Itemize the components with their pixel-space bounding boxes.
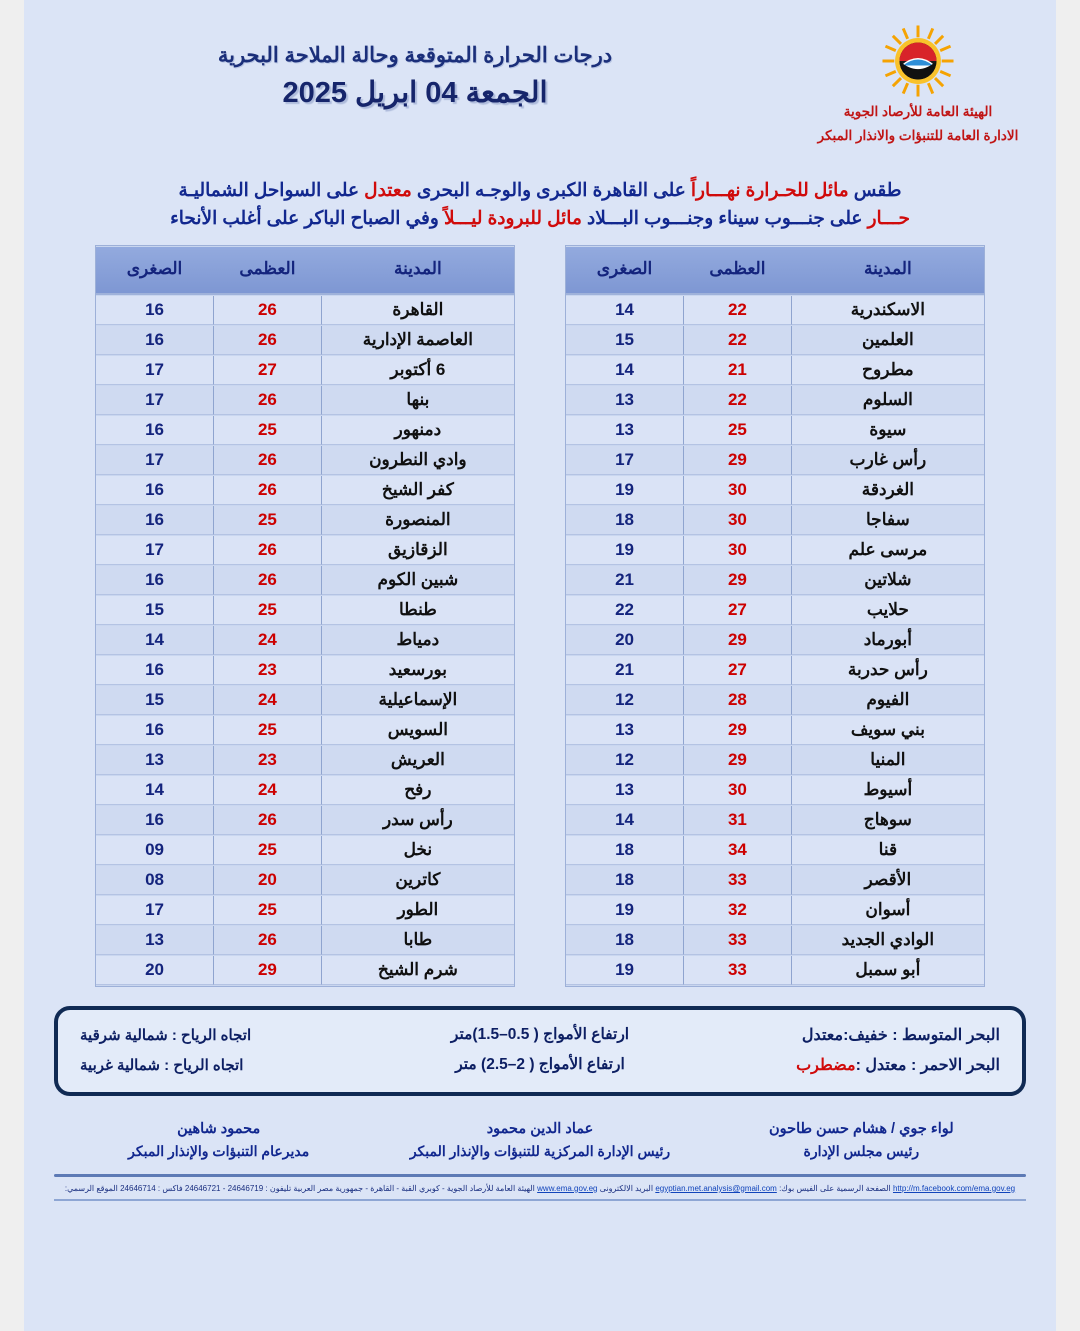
cell-city: مرسى علم bbox=[792, 536, 984, 565]
cell-city: الزقازيق bbox=[322, 536, 514, 565]
cell-min-temp: 16 bbox=[96, 656, 213, 685]
signatory-name: محمود شاهين bbox=[177, 1120, 261, 1137]
cell-city: سفاجا bbox=[792, 506, 984, 535]
red-sea-state-normal: معتدل : bbox=[855, 1056, 907, 1074]
cell-min-temp: 12 bbox=[566, 746, 683, 775]
table-row bbox=[96, 446, 514, 475]
table-row bbox=[96, 746, 514, 775]
table-header-row bbox=[96, 247, 514, 295]
red-sea-row bbox=[76, 1050, 1004, 1080]
table-row bbox=[566, 956, 984, 985]
signatory-name: لواء جوي / هشام حسن طاحون bbox=[768, 1120, 954, 1137]
table-row bbox=[566, 926, 984, 955]
cell-max-temp: 22 bbox=[683, 386, 792, 415]
cell-city: المنصورة bbox=[322, 506, 514, 535]
footer-facebook-label: الصفحة الرسمية على الفيس بوك: bbox=[779, 1183, 891, 1193]
organization-block bbox=[798, 24, 1038, 145]
cell-city: شبين الكوم bbox=[322, 566, 514, 595]
table-row bbox=[566, 326, 984, 355]
cell-max-temp: 29 bbox=[683, 746, 792, 775]
temperature-table-left bbox=[566, 246, 984, 986]
cell-max-temp: 27 bbox=[213, 356, 322, 385]
table-row bbox=[566, 536, 984, 565]
cell-min-temp: 16 bbox=[96, 506, 213, 535]
cell-max-temp: 26 bbox=[213, 296, 322, 325]
cell-max-temp: 26 bbox=[213, 536, 322, 565]
table-row bbox=[566, 656, 984, 685]
cell-city: الغردقة bbox=[792, 476, 984, 505]
cell-min-temp: 15 bbox=[96, 596, 213, 625]
cell-max-temp: 33 bbox=[683, 956, 792, 985]
cell-min-temp: 14 bbox=[566, 296, 683, 325]
cell-max-temp: 23 bbox=[213, 656, 322, 685]
table-row bbox=[96, 956, 514, 985]
cell-city: الطور bbox=[322, 896, 514, 925]
column-header-city: المدينة bbox=[322, 247, 514, 295]
org-department: الادارة العامة للتنبؤات والانذار المبكر bbox=[817, 127, 1019, 143]
cell-min-temp: 13 bbox=[566, 776, 683, 805]
cell-min-temp: 21 bbox=[566, 656, 683, 685]
cell-max-temp: 24 bbox=[213, 776, 322, 805]
cell-min-temp: 16 bbox=[96, 476, 213, 505]
cell-max-temp: 25 bbox=[213, 716, 322, 745]
table-row bbox=[96, 776, 514, 805]
cell-max-temp: 27 bbox=[683, 656, 792, 685]
cell-city: شلاتين bbox=[792, 566, 984, 595]
cell-max-temp: 29 bbox=[213, 956, 322, 985]
table-row bbox=[96, 806, 514, 835]
cell-city: سوهاج bbox=[792, 806, 984, 835]
cell-min-temp: 15 bbox=[566, 326, 683, 355]
cell-max-temp: 29 bbox=[683, 626, 792, 655]
table-row bbox=[96, 476, 514, 505]
cell-max-temp: 25 bbox=[213, 596, 322, 625]
cell-city: 6 أكتوبر bbox=[322, 356, 514, 385]
table-row bbox=[96, 656, 514, 685]
table-row bbox=[96, 356, 514, 385]
cell-min-temp: 18 bbox=[566, 836, 683, 865]
weather-bulletin-page bbox=[24, 0, 1056, 1331]
table-row bbox=[566, 686, 984, 715]
table-row bbox=[96, 326, 514, 355]
cell-min-temp: 18 bbox=[566, 506, 683, 535]
cell-city: دمياط bbox=[322, 626, 514, 655]
cell-city: رأس غارب bbox=[792, 446, 984, 475]
divider-thick bbox=[54, 1174, 1026, 1177]
table-row bbox=[566, 416, 984, 445]
cell-min-temp: 17 bbox=[96, 536, 213, 565]
temperature-table-right bbox=[96, 246, 514, 986]
red-sea-state-rough: مضطرب bbox=[796, 1056, 856, 1074]
table-row bbox=[566, 626, 984, 655]
marine-conditions-box bbox=[54, 1006, 1026, 1096]
cell-city: كاترين bbox=[322, 866, 514, 895]
cell-min-temp: 13 bbox=[566, 716, 683, 745]
cell-max-temp: 23 bbox=[213, 746, 322, 775]
cell-min-temp: 14 bbox=[96, 776, 213, 805]
cell-max-temp: 22 bbox=[683, 326, 792, 355]
column-header-max: العظمى bbox=[213, 247, 322, 295]
mediterranean-name: البحر المتوسط : bbox=[892, 1026, 1000, 1044]
signatory-title: رئيس مجلس الإدارة bbox=[803, 1142, 920, 1159]
cell-city: السويس bbox=[322, 716, 514, 745]
cell-max-temp: 25 bbox=[683, 416, 792, 445]
headline-seg-2: مائل للحـرارة نهـــاراً bbox=[690, 179, 849, 200]
cell-city: الأقصر bbox=[792, 866, 984, 895]
cell-city: الإسماعيلية bbox=[322, 686, 514, 715]
headline-seg-3: على القاهرة الكبرى والوجـه البحرى bbox=[411, 179, 691, 200]
page-header bbox=[24, 0, 1056, 170]
cell-city: أبورماد bbox=[792, 626, 984, 655]
table-row bbox=[96, 926, 514, 955]
cell-max-temp: 30 bbox=[683, 776, 792, 805]
cell-min-temp: 14 bbox=[96, 626, 213, 655]
page-title: درجات الحرارة المتوقعة وحالة الملاحة البحرية bbox=[217, 44, 613, 67]
cell-city: بني سويف bbox=[792, 716, 984, 745]
cell-max-temp: 33 bbox=[683, 866, 792, 895]
cell-max-temp: 24 bbox=[213, 686, 322, 715]
mediterranean-row bbox=[76, 1020, 1004, 1050]
table-row bbox=[566, 596, 984, 625]
cell-max-temp: 26 bbox=[213, 926, 322, 955]
cell-city: أبو سمبل bbox=[792, 956, 984, 985]
cell-min-temp: 16 bbox=[96, 716, 213, 745]
table-row bbox=[566, 506, 984, 535]
cell-min-temp: 16 bbox=[96, 566, 213, 595]
cell-max-temp: 25 bbox=[213, 506, 322, 535]
cell-min-temp: 12 bbox=[566, 686, 683, 715]
cell-min-temp: 17 bbox=[566, 446, 683, 475]
cell-max-temp: 29 bbox=[683, 716, 792, 745]
cell-city: حلايب bbox=[792, 596, 984, 625]
headline-seg-4: معتدل bbox=[364, 179, 412, 200]
cell-min-temp: 15 bbox=[96, 686, 213, 715]
cell-max-temp: 30 bbox=[683, 536, 792, 565]
cell-min-temp: 20 bbox=[566, 626, 683, 655]
red-sea-wind-direction: اتجاه الرياح : شمالية غربية bbox=[80, 1056, 244, 1074]
table-row bbox=[566, 776, 984, 805]
cell-city: كفر الشيخ bbox=[322, 476, 514, 505]
column-header-city: المدينة bbox=[792, 247, 984, 295]
headline-line-2 bbox=[52, 204, 1028, 232]
cell-city: دمنهور bbox=[322, 416, 514, 445]
footer-email[interactable]: egyptian.met.analysis@gmail.com bbox=[655, 1183, 777, 1193]
footer-address: الهيئة العامة للأرصاد الجوية - كوبري القبة - القاهرة - جمهورية مصر العربية تليفون : 24646719 - 24646721 فاكس : 24646714 الموقع الرسمي: bbox=[64, 1183, 535, 1193]
cell-city: مطروح bbox=[792, 356, 984, 385]
table-row bbox=[566, 896, 984, 925]
cell-max-temp: 22 bbox=[683, 296, 792, 325]
cell-city: الوادي الجديد bbox=[792, 926, 984, 955]
cell-max-temp: 29 bbox=[683, 566, 792, 595]
cell-min-temp: 13 bbox=[96, 746, 213, 775]
table-row bbox=[96, 716, 514, 745]
footer-website[interactable]: www.ema.gov.eg bbox=[537, 1183, 598, 1193]
red-sea-label-state bbox=[696, 1055, 1000, 1075]
cell-min-temp: 20 bbox=[96, 956, 213, 985]
divider-thin bbox=[54, 1199, 1026, 1201]
cell-min-temp: 08 bbox=[96, 866, 213, 895]
cell-min-temp: 19 bbox=[566, 476, 683, 505]
cell-max-temp: 34 bbox=[683, 836, 792, 865]
column-header-min: الصغرى bbox=[566, 247, 683, 295]
table-row bbox=[96, 416, 514, 445]
table-row bbox=[566, 836, 984, 865]
cell-city: العريش bbox=[322, 746, 514, 775]
headline-seg-8: مائل للبرودة ليـــلاً bbox=[443, 206, 582, 228]
cell-min-temp: 18 bbox=[566, 866, 683, 895]
cell-max-temp: 30 bbox=[683, 506, 792, 535]
cell-max-temp: 24 bbox=[213, 626, 322, 655]
cell-max-temp: 28 bbox=[683, 686, 792, 715]
table-header-row bbox=[566, 247, 984, 295]
table-row bbox=[566, 566, 984, 595]
signatory-title: رئيس الإدارة المركزية للتنبؤات والإنذار المبكر bbox=[409, 1142, 671, 1159]
mediterranean-wind-direction: اتجاه الرياح : شمالية شرقية bbox=[80, 1026, 252, 1044]
signature-block bbox=[58, 1118, 1022, 1162]
cell-max-temp: 26 bbox=[213, 806, 322, 835]
sun-landscape-logo-icon bbox=[881, 24, 955, 98]
table-row bbox=[566, 446, 984, 475]
table-row bbox=[96, 536, 514, 565]
column-header-max: العظمى bbox=[683, 247, 792, 295]
cell-min-temp: 16 bbox=[96, 806, 213, 835]
title-block bbox=[24, 44, 806, 110]
mediterranean-label-state bbox=[696, 1025, 1000, 1045]
cell-city: أسيوط bbox=[792, 776, 984, 805]
forecast-date: الجمعة 04 ابريل 2025 bbox=[282, 77, 548, 110]
cell-city: رأس سدر bbox=[322, 806, 514, 835]
cell-max-temp: 30 bbox=[683, 476, 792, 505]
table-row bbox=[96, 296, 514, 325]
cell-max-temp: 29 bbox=[683, 446, 792, 475]
cell-city: شرم الشيخ bbox=[322, 956, 514, 985]
cell-max-temp: 26 bbox=[213, 566, 322, 595]
table-row bbox=[96, 836, 514, 865]
cell-max-temp: 26 bbox=[213, 326, 322, 355]
cell-min-temp: 14 bbox=[566, 356, 683, 385]
table-row bbox=[566, 866, 984, 895]
cell-max-temp: 26 bbox=[213, 386, 322, 415]
headline-seg-7: على جنـــوب سيناء وجنـــوب البـــلاد bbox=[581, 206, 868, 228]
cell-city: المنيا bbox=[792, 746, 984, 775]
table-row bbox=[96, 626, 514, 655]
cell-min-temp: 17 bbox=[96, 896, 213, 925]
signature-item bbox=[702, 1118, 1020, 1162]
cell-city: بنها bbox=[322, 386, 514, 415]
cell-city: السلوم bbox=[792, 386, 984, 415]
cell-max-temp: 25 bbox=[213, 416, 322, 445]
cell-min-temp: 13 bbox=[566, 416, 683, 445]
cell-min-temp: 16 bbox=[96, 296, 213, 325]
cell-max-temp: 25 bbox=[213, 836, 322, 865]
cell-max-temp: 26 bbox=[213, 446, 322, 475]
table-row bbox=[96, 866, 514, 895]
cell-min-temp: 22 bbox=[566, 596, 683, 625]
headline-seg-5: على السواحل الشماليـة bbox=[178, 179, 365, 200]
cell-min-temp: 19 bbox=[566, 956, 683, 985]
cell-city: أسوان bbox=[792, 896, 984, 925]
cell-max-temp: 32 bbox=[683, 896, 792, 925]
signature-item bbox=[60, 1118, 378, 1162]
cell-max-temp: 20 bbox=[213, 866, 322, 895]
cell-max-temp: 21 bbox=[683, 356, 792, 385]
cell-max-temp: 27 bbox=[683, 596, 792, 625]
cell-max-temp: 26 bbox=[213, 476, 322, 505]
table-row bbox=[566, 476, 984, 505]
signatory-title: مديرعام التنبؤات والإنذار المبكر bbox=[128, 1142, 310, 1159]
table-row bbox=[566, 746, 984, 775]
headline-seg-6: حـــار bbox=[867, 206, 910, 228]
page-footer bbox=[50, 1183, 1030, 1195]
cell-city: الفيوم bbox=[792, 686, 984, 715]
table-row bbox=[96, 686, 514, 715]
signature-item bbox=[381, 1118, 699, 1162]
table-row bbox=[96, 386, 514, 415]
column-header-min: الصغرى bbox=[96, 247, 213, 295]
cell-min-temp: 09 bbox=[96, 836, 213, 865]
cell-min-temp: 16 bbox=[96, 416, 213, 445]
cell-max-temp: 33 bbox=[683, 926, 792, 955]
cell-min-temp: 17 bbox=[96, 446, 213, 475]
forecast-headline bbox=[52, 176, 1028, 232]
cell-city: نخل bbox=[322, 836, 514, 865]
headline-seg-9: وفي الصباح الباكر على أغلب الأنحاء bbox=[170, 206, 444, 228]
mediterranean-state: خفيف:معتدل bbox=[801, 1026, 888, 1044]
cell-min-temp: 13 bbox=[96, 926, 213, 955]
table-row bbox=[566, 356, 984, 385]
red-sea-name: البحر الاحمر : bbox=[910, 1056, 1000, 1074]
cell-min-temp: 13 bbox=[566, 386, 683, 415]
cell-city: رفح bbox=[322, 776, 514, 805]
cell-city: بورسعيد bbox=[322, 656, 514, 685]
cell-min-temp: 19 bbox=[566, 896, 683, 925]
footer-email-label: البريد الالكترونى bbox=[599, 1183, 654, 1193]
org-name: الهيئة العامة للأرصاد الجوية bbox=[843, 104, 993, 119]
cell-city: الاسكندرية bbox=[792, 296, 984, 325]
cell-city: سيوة bbox=[792, 416, 984, 445]
cell-min-temp: 16 bbox=[96, 326, 213, 355]
cell-city: وادي النطرون bbox=[322, 446, 514, 475]
cell-max-temp: 31 bbox=[683, 806, 792, 835]
cell-min-temp: 18 bbox=[566, 926, 683, 955]
cell-city: رأس حدربة bbox=[792, 656, 984, 685]
cell-city: طابا bbox=[322, 926, 514, 955]
table-row bbox=[566, 296, 984, 325]
table-row bbox=[566, 386, 984, 415]
table-row bbox=[96, 596, 514, 625]
red-sea-wave-height: ارتفاع الأمواج ( 2–2.5) متر bbox=[455, 1056, 625, 1073]
cell-min-temp: 17 bbox=[96, 356, 213, 385]
mediterranean-wave-height: ارتفاع الأمواج ( 0.5–1.5)متر bbox=[450, 1026, 630, 1043]
table-row bbox=[96, 896, 514, 925]
cell-city: العاصمة الإدارية bbox=[322, 326, 514, 355]
table-row bbox=[566, 716, 984, 745]
cell-min-temp: 17 bbox=[96, 386, 213, 415]
cell-min-temp: 21 bbox=[566, 566, 683, 595]
temperature-tables bbox=[24, 246, 1056, 986]
table-row bbox=[96, 506, 514, 535]
cell-max-temp: 25 bbox=[213, 896, 322, 925]
cell-city: القاهرة bbox=[322, 296, 514, 325]
headline-seg-1: طقس bbox=[848, 179, 902, 200]
cell-city: طنطا bbox=[322, 596, 514, 625]
cell-city: العلمين bbox=[792, 326, 984, 355]
table-row bbox=[96, 566, 514, 595]
table-row bbox=[566, 806, 984, 835]
cell-min-temp: 14 bbox=[566, 806, 683, 835]
signatory-name: عماد الدين محمود bbox=[486, 1120, 594, 1137]
cell-min-temp: 19 bbox=[566, 536, 683, 565]
cell-city: قنا bbox=[792, 836, 984, 865]
footer-facebook-link[interactable]: http://m.facebook.com/ema.gov.eg bbox=[892, 1183, 1016, 1193]
headline-line-1 bbox=[52, 176, 1028, 204]
